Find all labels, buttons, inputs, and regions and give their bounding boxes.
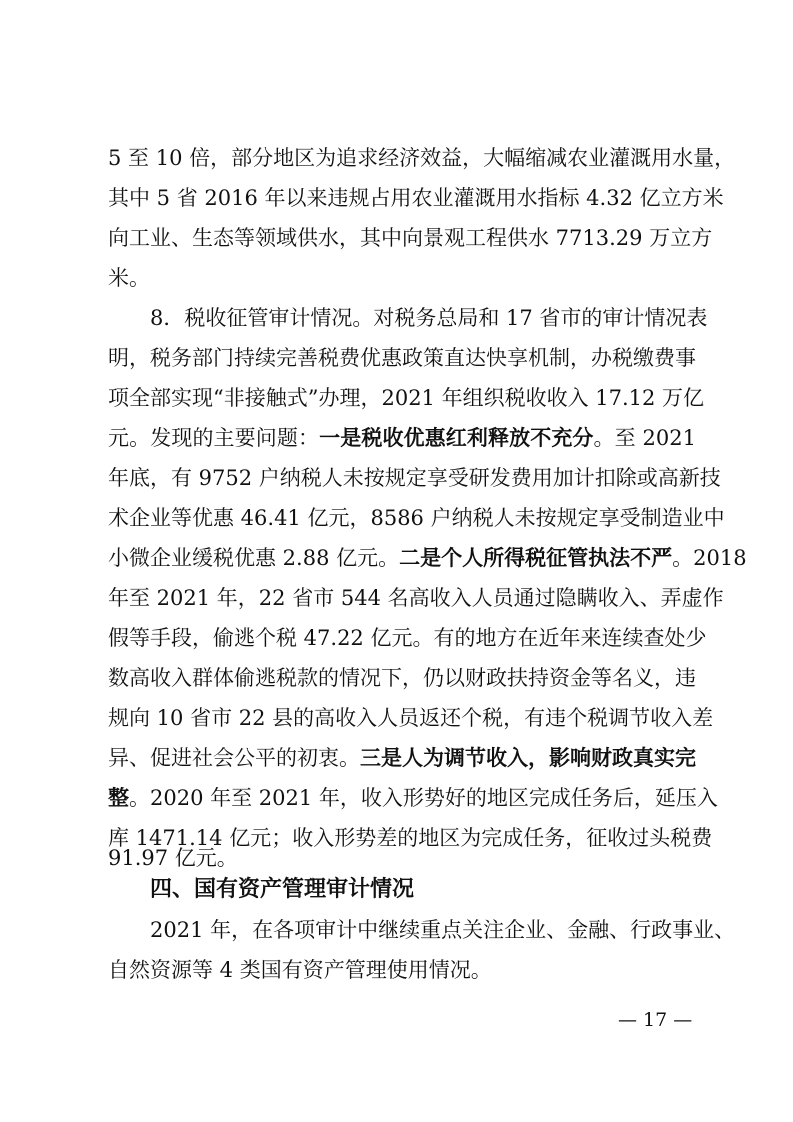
paragraph-line: 规向 10 省市 22 县的高收入人员返还个税，有违个税调节收入差 — [108, 706, 714, 730]
line-text: 异、促进社会公平的初衷。 — [108, 746, 360, 770]
paragraph-line: 自然资源等 4 类国有资产管理使用情况。 — [108, 958, 492, 982]
bold-finding: 二是个人所得税征管执法不严 — [399, 546, 673, 570]
paragraph-line — [108, 738, 696, 778]
paragraph-line: 明，税务部门持续完善税费优惠政策直达快享机制，办税缴费事 — [108, 346, 696, 370]
bold-finding: 三是人为调节收入，影响财政真实完 — [360, 746, 696, 770]
section-heading: 四、国有资产管理审计情况 — [150, 877, 415, 902]
paragraph-line — [108, 778, 718, 818]
paragraph-line: 91.97 亿元。 — [108, 846, 238, 870]
bold-finding: 整 — [108, 786, 129, 810]
paragraph-line: 项全部实现“非接触式”办理，2021 年组织税收收入 17.12 万亿 — [108, 386, 705, 410]
line-text: 小微企业缓税优惠 2.88 亿元。 — [108, 546, 400, 570]
paragraph-line: 假等手段，偷逃个税 47.22 亿元。有的地方在近年来连续查处少 — [108, 626, 707, 650]
paragraph-line — [108, 418, 696, 458]
paragraph-line — [108, 538, 747, 578]
paragraph-line: 数高收入群体偷逃税款的情况下，仍以财政扶持资金等名义，违 — [108, 666, 696, 690]
bold-finding: 一是税收优惠红利释放不充分 — [319, 426, 594, 450]
paragraph-line: 向工业、生态等领域供水，其中向景观工程供水 7713.29 万立方 — [108, 226, 713, 250]
paragraph-line: 2021 年，在各项审计中继续重点关注企业、金融、行政事业、 — [150, 918, 736, 942]
line-text: 。2018 — [672, 546, 747, 570]
page-number: — 17 — — [618, 1009, 693, 1031]
line-text: 元。发现的主要问题： — [108, 426, 320, 450]
paragraph-line: 其中 5 省 2016 年以来违规占用农业灌溉用水指标 4.32 亿立方米 — [108, 186, 724, 210]
paragraph-line: 年至 2021 年，22 省市 544 名高收入人员通过隐瞒收入、弄虚作 — [108, 586, 724, 610]
paragraph-line: 8．税收征管审计情况。对税务总局和 17 省市的审计情况表 — [150, 306, 708, 330]
paragraph-line: 库 1471.14 亿元；收入形势差的地区为完成任务，征收过头税费 — [108, 826, 713, 850]
line-text: 。至 2021 — [593, 426, 696, 450]
line-text: 。2020 年至 2021 年，收入形势好的地区完成任务后，延压入 — [129, 786, 718, 810]
paragraph-line: 米。 — [108, 266, 150, 290]
paragraph-line: 5 至 10 倍，部分地区为追求经济效益，大幅缩减农业灌溉用水量， — [108, 146, 736, 170]
paragraph-line: 术企业等优惠 46.41 亿元，8586 户纳税人未按规定享受制造业中 — [108, 506, 725, 530]
paragraph-line: 年底，有 9752 户纳税人未按规定享受研发费用加计扣除或高新技 — [108, 466, 721, 490]
